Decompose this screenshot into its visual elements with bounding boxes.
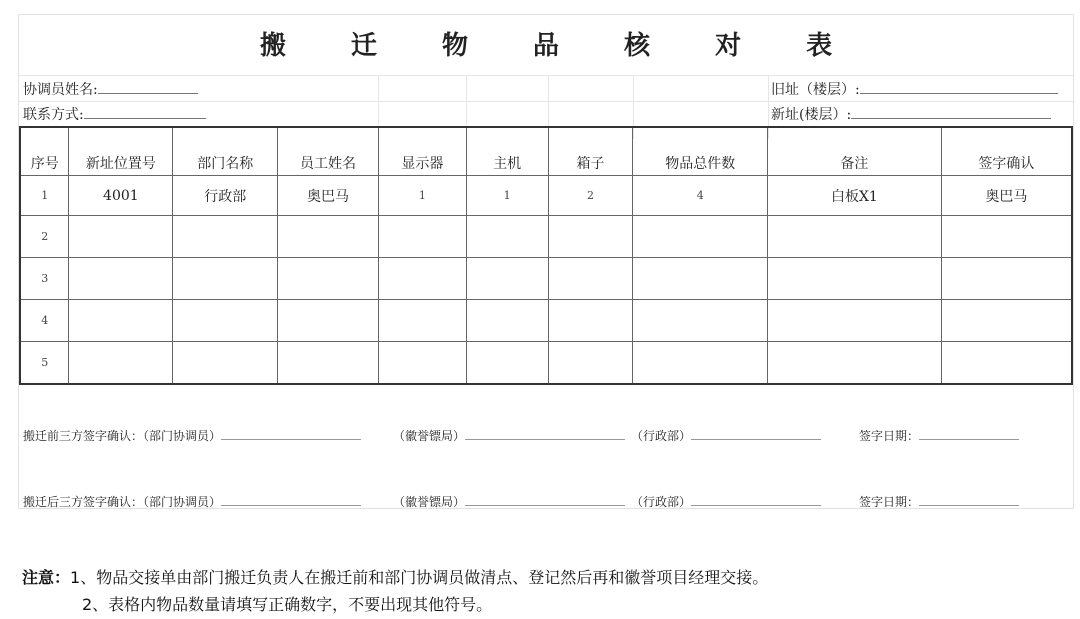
coordinator-name-label: 协调员姓名: xyxy=(23,82,98,98)
notes-lead: 注意： xyxy=(22,568,71,587)
cell-host[interactable]: 1 xyxy=(466,176,548,216)
cell-employee[interactable] xyxy=(278,300,379,342)
cell-total-items[interactable] xyxy=(633,216,768,258)
sheet-title: 搬 迁 物 品 核 对 表 xyxy=(259,31,861,61)
cell-remarks[interactable] xyxy=(768,300,942,342)
cell-signature[interactable] xyxy=(941,258,1072,300)
new-address-label: 新址(楼层）: xyxy=(771,107,852,123)
sign-date-label: 签字日期： xyxy=(859,495,920,509)
cell-employee[interactable] xyxy=(278,342,379,385)
cell-remarks[interactable] xyxy=(768,258,942,300)
cell-monitor[interactable] xyxy=(378,342,466,385)
cell-new-location[interactable] xyxy=(69,300,173,342)
cell-new-location[interactable] xyxy=(69,216,173,258)
before-signature-label: 搬迁前三方签字确认： xyxy=(23,429,144,443)
cell-box[interactable] xyxy=(548,258,633,300)
cell-monitor[interactable]: 1 xyxy=(378,176,466,216)
cell-department[interactable] xyxy=(173,216,278,258)
table-row xyxy=(20,342,1072,385)
after-admin-signature xyxy=(631,493,821,510)
coordinator-name-blank[interactable] xyxy=(98,79,198,94)
admin-label: （行政部） xyxy=(631,429,692,443)
notes-line-2: 2、表格内物品数量请填写正确数字，不要出现其他符号。 xyxy=(82,595,493,614)
table-row xyxy=(20,258,1072,300)
after-company-signature xyxy=(393,493,625,510)
row-index: 3 xyxy=(20,258,69,300)
before-company-signature xyxy=(393,427,625,444)
admin-blank[interactable] xyxy=(691,427,821,440)
company-blank[interactable] xyxy=(465,493,625,506)
contact-label: 联系方式: xyxy=(23,107,84,123)
cell-total-items[interactable] xyxy=(633,342,768,385)
cell-host[interactable] xyxy=(466,342,548,385)
cell-signature[interactable]: 奥巴马 xyxy=(941,176,1072,216)
company-label: （徽誉镖局） xyxy=(393,429,466,443)
dept-coordinator-label: （部门协调员） xyxy=(143,495,222,509)
cell-host[interactable] xyxy=(466,216,548,258)
cell-signature[interactable] xyxy=(941,342,1072,385)
cell-monitor[interactable] xyxy=(378,258,466,300)
cell-new-location[interactable]: 4001 xyxy=(69,176,173,216)
table-row xyxy=(20,216,1072,258)
header-host: 主机 xyxy=(466,127,548,176)
cell-signature[interactable] xyxy=(941,216,1072,258)
cell-box[interactable]: 2 xyxy=(548,176,633,216)
cell-box[interactable] xyxy=(548,342,633,385)
cell-department[interactable] xyxy=(173,342,278,385)
table-header-row xyxy=(20,127,1072,176)
notes-line-1 xyxy=(22,565,768,588)
cell-total-items[interactable] xyxy=(633,258,768,300)
header-new-location: 新址位置号 xyxy=(69,127,173,176)
sign-date-blank[interactable] xyxy=(919,493,1019,506)
admin-label: （行政部） xyxy=(631,495,692,509)
header-total-items: 物品总件数 xyxy=(633,127,768,176)
old-address-field[interactable] xyxy=(771,79,1058,99)
items-table xyxy=(19,126,1073,385)
after-relocation-signatures xyxy=(23,493,361,510)
table-row xyxy=(20,176,1072,216)
after-sign-date xyxy=(859,493,1019,510)
cell-new-location[interactable] xyxy=(69,258,173,300)
old-address-blank[interactable] xyxy=(860,79,1058,94)
header-monitor: 显示器 xyxy=(378,127,466,176)
grid-line xyxy=(19,101,1073,102)
cell-employee[interactable] xyxy=(278,258,379,300)
cell-host[interactable] xyxy=(466,300,548,342)
old-address-label: 旧址（楼层）: xyxy=(771,82,860,98)
company-label: （徽誉镖局） xyxy=(393,495,466,509)
before-admin-signature xyxy=(631,427,821,444)
cell-total-items[interactable]: 4 xyxy=(633,176,768,216)
dept-coordinator-label: （部门协调员） xyxy=(143,429,222,443)
cell-employee[interactable] xyxy=(278,216,379,258)
row-index: 4 xyxy=(20,300,69,342)
cell-remarks[interactable] xyxy=(768,216,942,258)
cell-department[interactable] xyxy=(173,300,278,342)
sign-date-blank[interactable] xyxy=(919,427,1019,440)
dept-coordinator-blank[interactable] xyxy=(221,493,361,506)
grid-line xyxy=(19,75,1073,76)
company-blank[interactable] xyxy=(465,427,625,440)
cell-box[interactable] xyxy=(548,216,633,258)
new-address-field[interactable] xyxy=(771,104,1051,124)
new-address-blank[interactable] xyxy=(851,104,1051,119)
cell-remarks[interactable]: 白板X1 xyxy=(768,176,942,216)
cell-department[interactable]: 行政部 xyxy=(173,176,278,216)
cell-box[interactable] xyxy=(548,300,633,342)
cell-signature[interactable] xyxy=(941,300,1072,342)
before-relocation-signatures xyxy=(23,427,361,444)
header-signature: 签字确认 xyxy=(941,127,1072,176)
cell-new-location[interactable] xyxy=(69,342,173,385)
cell-department[interactable] xyxy=(173,258,278,300)
cell-employee[interactable]: 奥巴马 xyxy=(278,176,379,216)
contact-field[interactable] xyxy=(23,104,206,124)
before-sign-date xyxy=(859,427,1019,444)
cell-host[interactable] xyxy=(466,258,548,300)
header-employee: 员工姓名 xyxy=(278,127,379,176)
notes-text-1: 1、物品交接单由部门搬迁负责人在搬迁前和部门协调员做清点、登记然后再和徽誉项目经理交接。 xyxy=(70,568,769,587)
contact-blank[interactable] xyxy=(84,104,206,119)
relocation-checklist-sheet xyxy=(18,14,1074,509)
header-remarks: 备注 xyxy=(768,127,942,176)
cell-total-items[interactable] xyxy=(633,300,768,342)
row-index: 2 xyxy=(20,216,69,258)
row-index: 1 xyxy=(20,176,69,216)
cell-monitor[interactable] xyxy=(378,216,466,258)
after-signature-label: 搬迁后三方签字确认： xyxy=(23,495,144,509)
header-index: 序号 xyxy=(20,127,69,176)
cell-remarks[interactable] xyxy=(768,342,942,385)
header-department: 部门名称 xyxy=(173,127,278,176)
admin-blank[interactable] xyxy=(691,493,821,506)
cell-monitor[interactable] xyxy=(378,300,466,342)
header-box: 箱子 xyxy=(548,127,633,176)
table-row xyxy=(20,300,1072,342)
dept-coordinator-blank[interactable] xyxy=(221,427,361,440)
coordinator-name-field[interactable] xyxy=(23,79,198,99)
sign-date-label: 签字日期： xyxy=(859,429,920,443)
row-index: 5 xyxy=(20,342,69,385)
